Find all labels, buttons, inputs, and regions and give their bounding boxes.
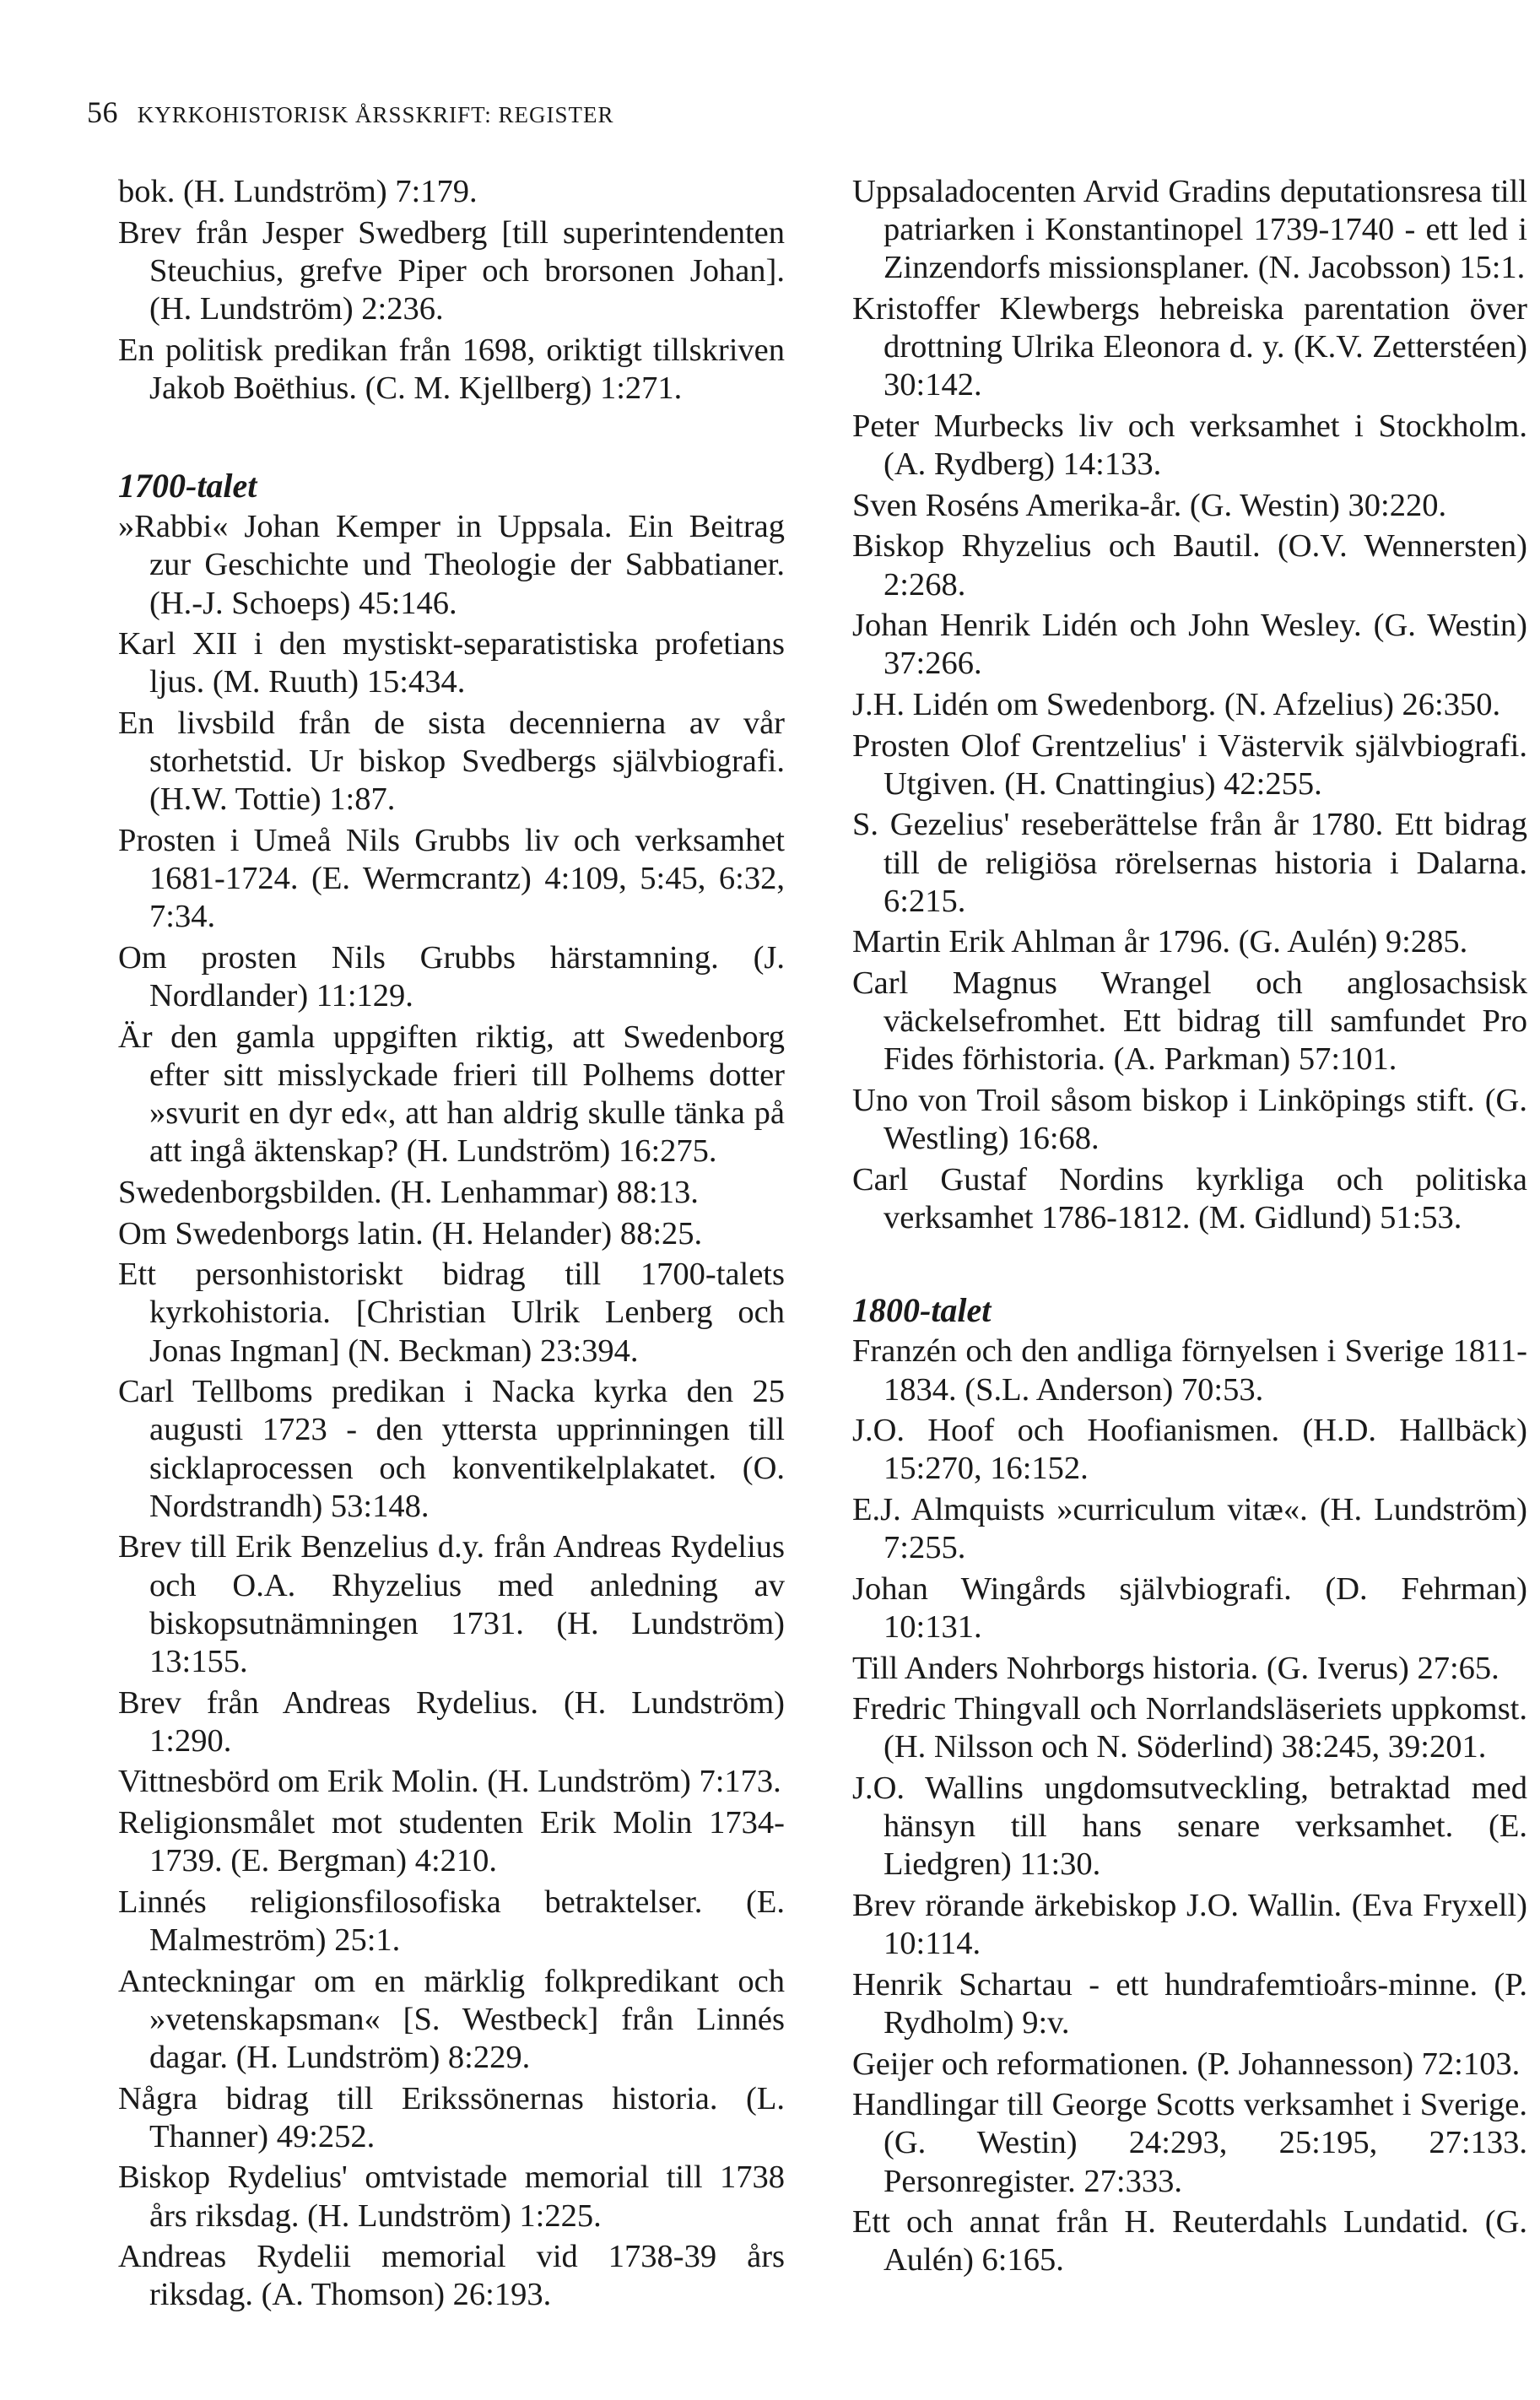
register-entry: Henrik Schartau - ett hundrafemtioårs-minne. (P. Rydholm) 9:v. [852,1966,1527,2041]
register-entry: Är den gamla uppgiften riktig, att Swedenborg efter sitt misslyckade frieri till Polhems dotter »svurit en dyr ed«, att han aldrig skulle tänka på att ingå äktenskap? (H. Lundström) 16:275. [118,1019,785,1170]
register-entry: Uno von Troil såsom biskop i Linköpings stift. (G. Westling) 16:68. [852,1082,1527,1157]
register-entry: Fredric Thingvall och Norrlandsläseriets uppkomst. (H. Nilsson och N. Söderlind) 38:245, 39:201. [852,1691,1527,1765]
register-entry: Johan Henrik Lidén och John Wesley. (G. Westin) 37:266. [852,608,1527,682]
register-entry: S. Gezelius' reseberättelse från år 1780. Ett bidrag till de religiösa rörelsernas historia i Dalarna. 6:215. [852,807,1527,919]
register-entry: Religionsmålet mot studenten Erik Molin 1734-1739. (E. Bergman) 4:210. [118,1804,785,1879]
register-entry: Prosten i Umeå Nils Grubbs liv och verksamhet 1681-1724. (E. Wermcrantz) 4:109, 5:45, 6:32, 7:34. [118,823,785,935]
register-entry: J.O. Hoof och Hoofianismen. (H.D. Hallbäck) 15:270, 16:152. [852,1413,1527,1487]
register-entry: Martin Erik Ahlman år 1796. (G. Aulén) 9:285. [852,924,1468,960]
register-entry: Swedenborgsbilden. (H. Lenhammar) 88:13. [118,1175,699,1210]
section-heading-1800: 1800-talet [852,1291,992,1330]
register-entry: E.J. Almquists »curriculum vitæ«. (H. Lundström) 7:255. [852,1491,1527,1566]
register-entry: Brev rörande ärkebiskop J.O. Wallin. (Eva Fryxell) 10:114. [852,1887,1527,1962]
register-entry: Brev till Erik Benzelius d.y. från Andreas Rydelius och O.A. Rhyzelius med anledning av biskopsutnämningen 1731. (H. Lundström) 13:155. [118,1529,785,1679]
left-section-entries [118,508,785,2314]
register-entry: Carl Magnus Wrangel och anglosachsisk väckelsefromhet. Ett bidrag till samfundet Pro Fides förhistoria. (A. Parkman) 57:101. [852,965,1527,1078]
register-entry: Karl XII i den mystiskt-separatistiska profetians ljus. (M. Ruuth) 15:434. [118,626,785,700]
left-top-entries [118,173,785,408]
register-entry: Brev från Jesper Swedberg [till superintendenten Steuchius, grefve Piper och brorsonen Johan]. (H. Lundström) 2:236. [118,214,785,327]
right-top-entries [852,173,1527,1237]
register-entry: Kristoffer Klewbergs hebreiska parentation över drottning Ulrika Eleonora d. y. (K.V. Zetterstéen) 30:142. [852,291,1527,403]
right-section-entries [852,1332,1527,2279]
register-entry: Andreas Rydelii memorial vid 1738-39 års riksdag. (A. Thomson) 26:193. [118,2239,785,2313]
register-entry: Sven Roséns Amerika-år. (G. Westin) 30:220. [852,487,1447,523]
register-entry: Ett personhistoriskt bidrag till 1700-talets kyrkohistoria. [Christian Ulrik Lenberg och Jonas Ingman] (N. Beckman) 23:394. [118,1257,785,1369]
register-entry: Anteckningar om en märklig folkpredikant och »vetenskapsman« [S. Westbeck] från Linnés dagar. (H. Lundström) 8:229. [118,1963,785,2075]
register-entry: Biskop Rhyzelius och Bautil. (O.V. Wennersten) 2:268. [852,528,1527,603]
register-entry: Franzén och den andliga förnyelsen i Sverige 1811-1834. (S.L. Anderson) 70:53. [852,1333,1527,1408]
register-entry: Uppsaladocenten Arvid Gradins deputationsresa till patriarken i Konstantinopel 1739-1740 - ett led i Zinzendorfs missionsplaner. (N. Jacobsson) 15:1. [852,174,1527,286]
register-entry: Biskop Rydelius' omtvistade memorial till 1738 års riksdag. (H. Lundström) 1:225. [118,2159,785,2234]
register-entry: Peter Murbecks liv och verksamhet i Stockholm. (A. Rydberg) 14:133. [852,408,1527,483]
register-entry: »Rabbi« Johan Kemper in Uppsala. Ein Beitrag zur Geschichte und Theologie der Sabbatianer. (H.-J. Schoeps) 45:146. [118,509,785,621]
register-entry: Ett och annat från H. Reuterdahls Lundatid. (G. Aulén) 6:165. [852,2204,1527,2278]
register-entry: Linnés religionsfilosofiska betraktelser. (E. Malmeström) 25:1. [118,1884,785,1958]
register-entry: Brev från Andreas Rydelius. (H. Lundström) 1:290. [118,1684,785,1759]
running-title: KYRKOHISTORISK ÅRSSKRIFT: REGISTER [137,102,614,127]
register-entry: Johan Wingårds självbiografi. (D. Fehrman) 10:131. [852,1570,1527,1645]
register-entry: Geijer och reformationen. (P. Johannesson) 72:103. [852,2046,1521,2082]
register-entry: En livsbild från de sista decennierna av vår storhetstid. Ur biskop Svedbergs självbiografi. (H.W. Tottie) 1:87. [118,705,785,818]
register-entry: Om Swedenborgs latin. (H. Helander) 88:25. [118,1215,703,1251]
page-number: 56 [87,95,118,129]
register-entry: Till Anders Nohrborgs historia. (G. Iverus) 27:65. [852,1650,1499,1686]
register-entry: En politisk predikan från 1698, oriktigt tillskriven Jakob Boëthius. (C. M. Kjellberg) 1:271. [118,332,785,406]
right-column [852,173,1527,2283]
register-entry: bok. (H. Lundström) 7:179. [118,174,478,209]
register-entry: Några bidrag till Erikssönernas historia. (L. Thanner) 49:252. [118,2080,785,2154]
running-head [87,95,613,130]
register-entry: J.H. Lidén om Swedenborg. (N. Afzelius) 26:350. [852,686,1501,722]
register-entry: Carl Tellboms predikan i Nacka kyrka den 25 augusti 1723 - den yttersta upprinningen till sicklaprocessen och konventikelplakatet. (O. Nordstrandh) 53:148. [118,1374,785,1524]
register-entry: Vittnesbörd om Erik Molin. (H. Lundström) 7:173. [118,1764,781,1800]
register-entry: J.O. Wallins ungdomsutveckling, betraktad med hänsyn till hans senare verksamhet. (E. Liedgren) 11:30. [852,1770,1527,1883]
register-entry: Carl Gustaf Nordins kyrkliga och politiska verksamhet 1786-1812. (M. Gidlund) 51:53. [852,1161,1527,1235]
register-entry: Prosten Olof Grentzelius' i Västervik självbiografi. Utgiven. (H. Cnattingius) 42:255. [852,727,1527,802]
register-entry: Om prosten Nils Grubbs härstamning. (J. Nordlander) 11:129. [118,940,785,1014]
left-column [118,173,785,2317]
section-heading-1700: 1700-talet [118,467,257,505]
register-entry: Handlingar till George Scotts verksamhet i Sverige. (G. Westin) 24:293, 25:195, 27:133. Personregister. 27:333. [852,2087,1527,2199]
